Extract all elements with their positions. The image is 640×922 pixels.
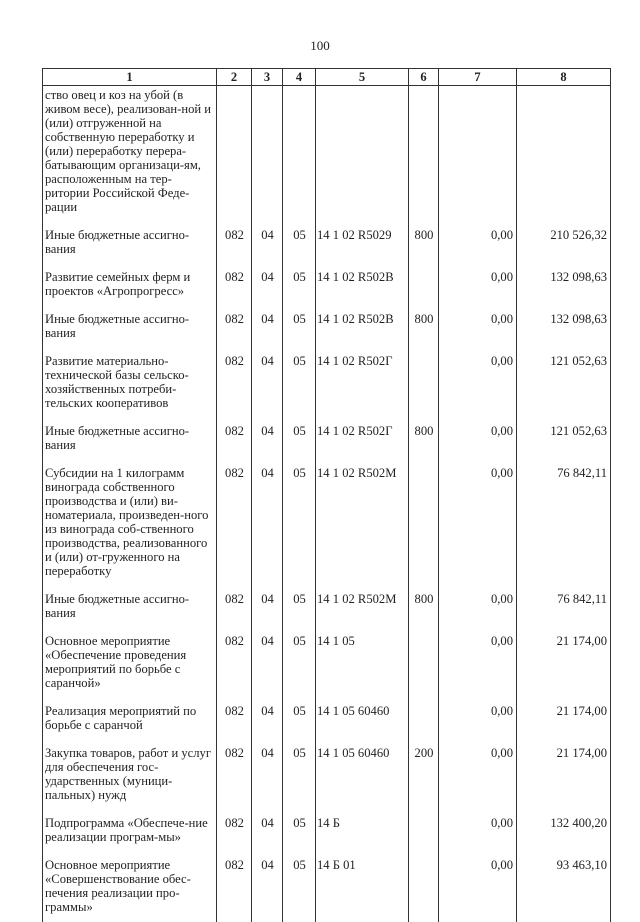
header-col-6: 6 [409,69,439,86]
cell-expense-type [409,630,439,700]
cell-name: Иные бюджетные ассигно-вания [43,588,217,630]
cell-amount-change: 0,00 [439,420,517,462]
cell-amount-change: 0,00 [439,630,517,700]
cell-amount-total: 121 052,63 [517,350,611,420]
cell-target-article: 14 1 05 60460 [316,700,409,742]
table-row [43,224,611,266]
cell-amount-total: 132 098,63 [517,266,611,308]
cell-subsection: 05 [283,812,316,854]
table-row [43,812,611,854]
table-row [43,308,611,350]
cell-target-article: 14 1 02 R502М [316,588,409,630]
cell-expense-type [409,854,439,922]
header-col-3: 3 [252,69,283,86]
cell-target-article: 14 Б [316,812,409,854]
cell-amount-total: 21 174,00 [517,630,611,700]
header-col-5: 5 [316,69,409,86]
cell-target-article: 14 1 02 R5029 [316,224,409,266]
table-row [43,700,611,742]
table-row [43,420,611,462]
cell-amount-change: 0,00 [439,700,517,742]
cell-subsection: 05 [283,742,316,812]
cell-name: Субсидии на 1 килограмм винограда собственного производства и (или) ви-номатериала, произведен-ного из винограда соб-ственного производства, реализованного и (или) от-груженного на переработку [43,462,217,588]
cell-expense-type [409,700,439,742]
cell-amount-change: 0,00 [439,224,517,266]
cell-target-article: 14 Б 01 [316,854,409,922]
cell-expense-type: 800 [409,420,439,462]
cell-section: 04 [252,420,283,462]
cell-subsection [283,86,316,225]
cell-amount-change [439,86,517,225]
cell-subsection: 05 [283,350,316,420]
cell-section: 04 [252,588,283,630]
cell-amount-total: 21 174,00 [517,700,611,742]
cell-subsection: 05 [283,266,316,308]
cell-amount-change: 0,00 [439,350,517,420]
cell-subsection: 05 [283,420,316,462]
header-col-7: 7 [439,69,517,86]
cell-name: Подпрограмма «Обеспече-ние реализации програм-мы» [43,812,217,854]
cell-expense-type [409,266,439,308]
cell-target-article: 14 1 02 R502В [316,308,409,350]
cell-ministry-code: 082 [217,812,252,854]
cell-target-article: 14 1 02 R502В [316,266,409,308]
header-row [43,69,611,86]
cell-expense-type: 800 [409,588,439,630]
cell-ministry-code: 082 [217,742,252,812]
header-col-4: 4 [283,69,316,86]
cell-ministry-code: 082 [217,420,252,462]
cell-amount-change: 0,00 [439,742,517,812]
cell-amount-total: 76 842,11 [517,588,611,630]
cell-ministry-code: 082 [217,350,252,420]
cell-amount-total [517,86,611,225]
cell-expense-type: 200 [409,742,439,812]
header-col-1: 1 [43,69,217,86]
cell-subsection: 05 [283,308,316,350]
cell-section: 04 [252,742,283,812]
cell-amount-change: 0,00 [439,462,517,588]
cell-name: Иные бюджетные ассигно-вания [43,420,217,462]
cell-amount-change: 0,00 [439,588,517,630]
cell-amount-total: 132 098,63 [517,308,611,350]
cell-ministry-code: 082 [217,700,252,742]
cell-expense-type: 800 [409,224,439,266]
cell-name: Иные бюджетные ассигно-вания [43,308,217,350]
cell-ministry-code: 082 [217,588,252,630]
cell-amount-total: 121 052,63 [517,420,611,462]
table-row [43,630,611,700]
table-row [43,350,611,420]
header-col-8: 8 [517,69,611,86]
cell-name: Закупка товаров, работ и услуг для обеспечения гос-ударственных (муници-пальных) нужд [43,742,217,812]
cell-section: 04 [252,350,283,420]
cell-ministry-code: 082 [217,266,252,308]
cell-subsection: 05 [283,588,316,630]
page-number: 100 [0,38,640,54]
header-col-2: 2 [217,69,252,86]
cell-subsection: 05 [283,854,316,922]
cell-amount-change: 0,00 [439,854,517,922]
table-row [43,86,611,225]
cell-ministry-code: 082 [217,854,252,922]
cell-ministry-code [217,86,252,225]
cell-section: 04 [252,462,283,588]
cell-subsection: 05 [283,700,316,742]
cell-subsection: 05 [283,224,316,266]
cell-amount-total: 132 400,20 [517,812,611,854]
table-row [43,462,611,588]
cell-name: Реализация мероприятий по борьбе с саранчой [43,700,217,742]
cell-expense-type [409,86,439,225]
cell-section: 04 [252,854,283,922]
cell-expense-type [409,350,439,420]
budget-table [42,68,611,922]
cell-name: ство овец и коз на убой (в живом весе), реализован-ной и (или) отгруженной на собственную переработку и (или) переработку перера-батывающим организаци-ям, расположенным на тер-ритории Российской Феде-рации [43,86,217,225]
cell-target-article: 14 1 02 R502Г [316,420,409,462]
cell-target-article: 14 1 02 R502Г [316,350,409,420]
cell-section: 04 [252,630,283,700]
cell-name: Развитие семейных ферм и проектов «Агропрогресс» [43,266,217,308]
cell-section: 04 [252,224,283,266]
table-row [43,854,611,922]
cell-amount-total: 21 174,00 [517,742,611,812]
cell-amount-change: 0,00 [439,812,517,854]
cell-ministry-code: 082 [217,224,252,266]
cell-subsection: 05 [283,462,316,588]
table-row [43,266,611,308]
cell-name: Основное мероприятие «Обеспечение проведения мероприятий по борьбе с саранчой» [43,630,217,700]
cell-amount-total: 210 526,32 [517,224,611,266]
cell-expense-type [409,462,439,588]
table-body [43,86,611,922]
cell-ministry-code: 082 [217,630,252,700]
cell-target-article: 14 1 02 R502М [316,462,409,588]
cell-amount-total: 93 463,10 [517,854,611,922]
cell-section: 04 [252,812,283,854]
table-row [43,742,611,812]
cell-section: 04 [252,266,283,308]
cell-name: Основное мероприятие «Совершенствование обес-печения реализации про-граммы» [43,854,217,922]
table-row [43,588,611,630]
cell-name: Развитие материально-технической базы сельско-хозяйственных потреби-тельских кооперативов [43,350,217,420]
cell-expense-type [409,812,439,854]
cell-section [252,86,283,225]
cell-ministry-code: 082 [217,308,252,350]
cell-ministry-code: 082 [217,462,252,588]
cell-target-article: 14 1 05 60460 [316,742,409,812]
cell-name: Иные бюджетные ассигно-вания [43,224,217,266]
cell-subsection: 05 [283,630,316,700]
cell-amount-change: 0,00 [439,266,517,308]
cell-section: 04 [252,308,283,350]
cell-section: 04 [252,700,283,742]
cell-expense-type: 800 [409,308,439,350]
cell-amount-total: 76 842,11 [517,462,611,588]
cell-target-article [316,86,409,225]
cell-target-article: 14 1 05 [316,630,409,700]
cell-amount-change: 0,00 [439,308,517,350]
